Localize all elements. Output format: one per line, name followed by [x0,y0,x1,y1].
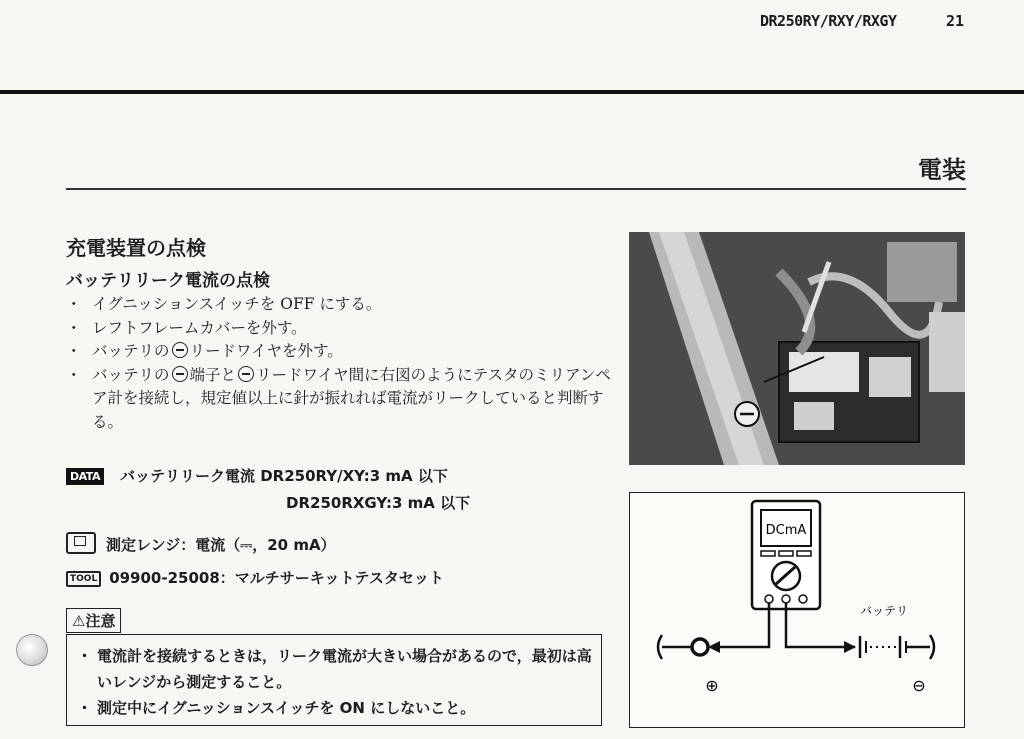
page-subheading: バッテリリーク電流の点検 [66,271,270,291]
minus-terminal-icon [238,366,254,382]
tool-badge-icon: TOOL [66,571,101,587]
step-item: ・ イグニッションスイッチを OFF にする。 [66,293,626,317]
battery-photo-illustration [629,232,965,465]
battery-photo [629,232,965,465]
procedure-steps [66,293,626,434]
caution-box [66,634,602,726]
data-badge-icon: DATA [66,468,104,485]
range-spec: 測定レンジ：電流（⎓，20 mA） [66,532,336,555]
step-item: ・ レフトフレームカバーを外す。 [66,317,626,341]
caution-item: ・ 測定中にイグニッションスイッチを ON にしないこと。 [79,695,595,721]
minus-icon: ⊖ [912,676,926,695]
data-spec: DATA バッテリリーク電流 DR250RY/XY:3 mA 以下 [66,465,448,486]
terminal-icon [692,639,708,655]
minus-terminal-icon [172,366,188,382]
header-rule [0,90,1024,94]
binder-ring-icon [16,634,48,666]
tool-spec: TOOL 09900-25008：マルチサーキットテスタセット [66,567,444,588]
page-number: 21 [946,12,965,30]
page-heading: 充電装置の点検 [66,236,206,260]
minus-terminal-icon [172,342,188,358]
meter-label: DCmA [765,523,807,538]
meter-range-icon [66,532,96,554]
section-rule [66,188,966,190]
data-spec-line2: DR250RXGY:3 mA 以下 [286,494,471,512]
battery-label: バッテリ [860,604,909,618]
step-item: ・ バッテリの 端子と リードワイヤ間に右図のようにテスタのミリアンペア計を接続し，規定値以上に針が振れれば電流がリークしていると判断する。 [66,364,626,435]
caution-item: ・ 電流計を接続するときは，リーク電流が大きい場合があるので，最初は高いレンジから測定すること。 [79,643,595,695]
section-title: 電装 [918,156,966,184]
step-item: ・ バッテリの リードワイヤを外す。 [66,340,626,364]
model-name: DR250RY/RXY/RXGY [760,12,897,30]
caution-title: ⚠注意 [66,608,121,633]
plus-icon: ⊕ [705,676,719,695]
circuit-diagram [629,492,965,728]
